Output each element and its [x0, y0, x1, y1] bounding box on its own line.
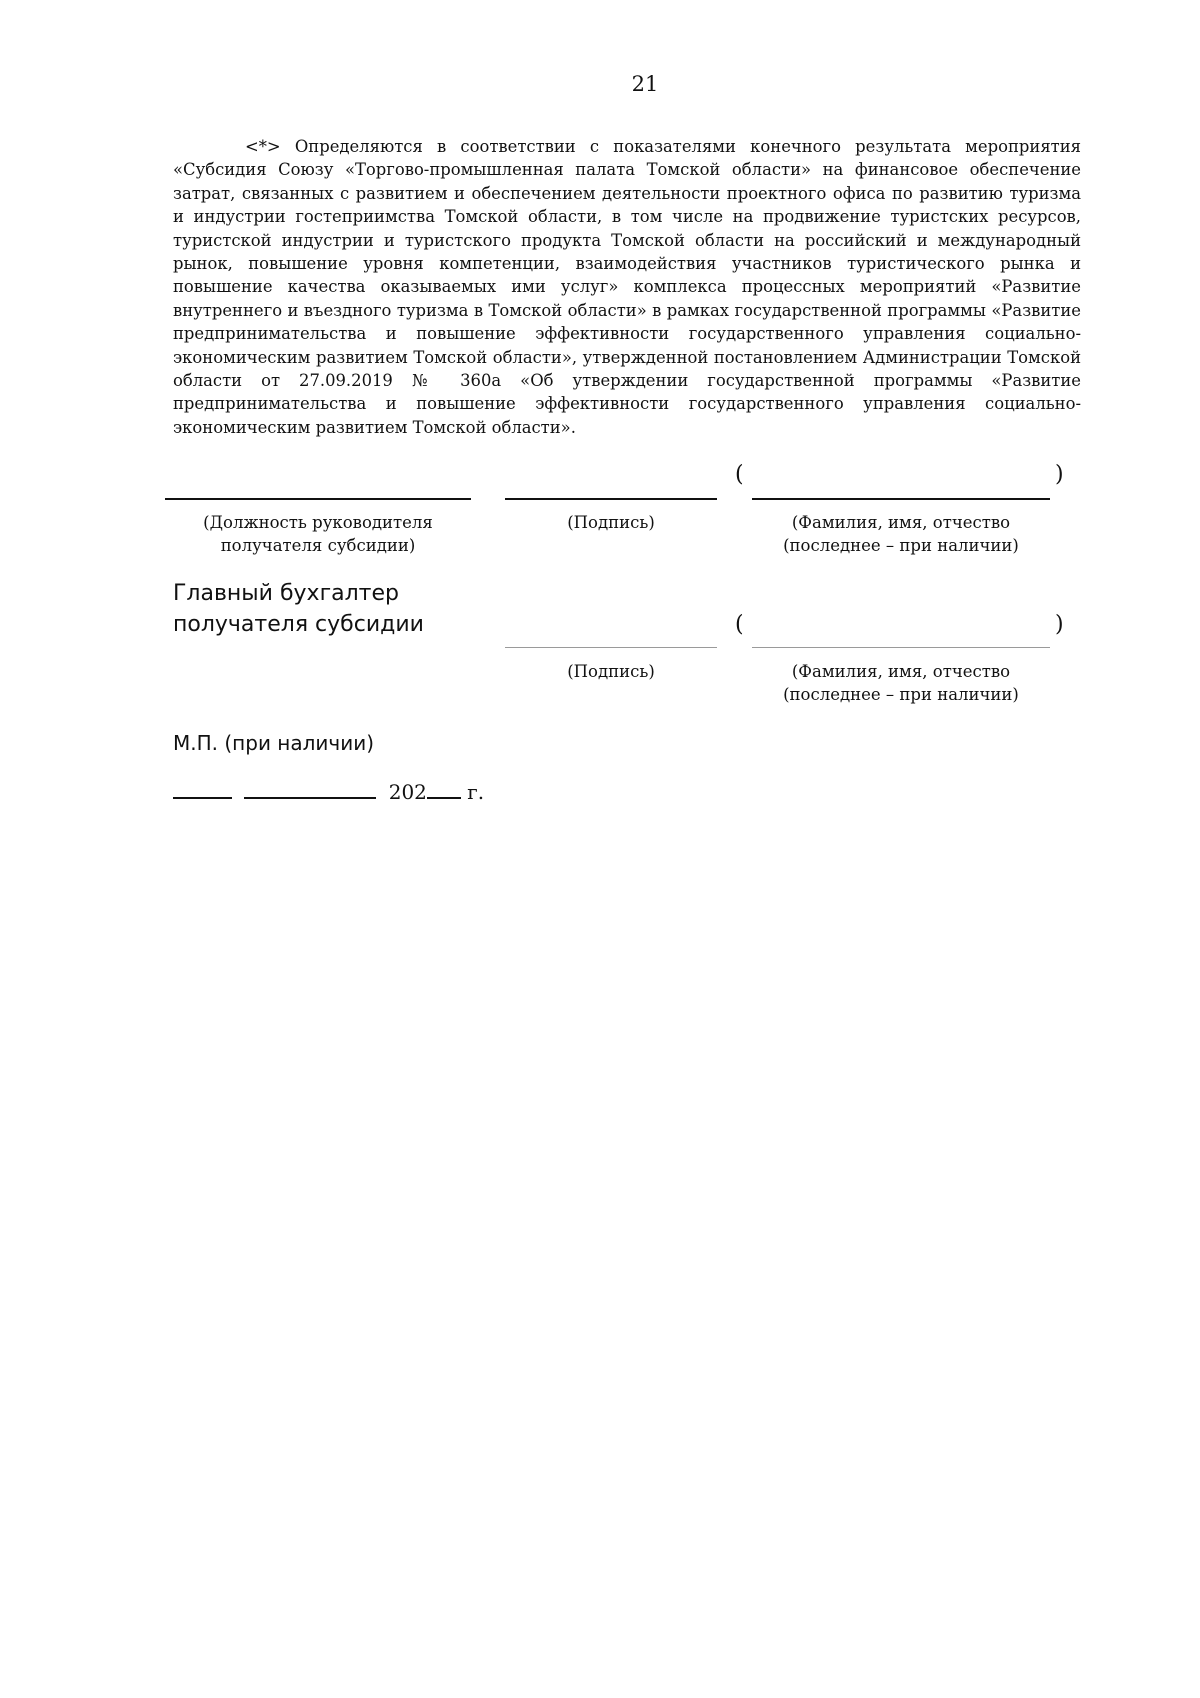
head-signature-caption: (Подпись) — [567, 513, 655, 532]
date-year-field[interactable] — [427, 777, 461, 799]
stamp-label: М.П. (при наличии) — [173, 731, 375, 755]
accountant-signature-caption: (Подпись) — [567, 662, 655, 681]
head-name-line[interactable] — [752, 498, 1050, 500]
accountant-name-caption-line-2: (последнее – при наличии) — [783, 685, 1019, 704]
position-caption-line-1: (Должность руководителя — [203, 513, 433, 532]
position-caption — [165, 511, 471, 557]
accountant-name-caption-line-1: (Фамилия, имя, отчество — [791, 662, 1011, 681]
head-name-caption-line-1: (Фамилия, имя, отчество — [791, 513, 1011, 532]
accountant-name-paren-open: ( — [735, 612, 744, 637]
footnote-paragraph: <*> Определяются в соответствии с показателями конечного результата мероприятия «Субсидия Союзу «Торгово-промышленная палата Томской области» на финансовое обеспечение затрат, связанных с развитием и обеспечением деятельности проектного офиса по развитию туризма и индустрии гостеприимства Томской области, в том числе на продвижение туристских ресурсов, туристской индустрии и туристского продукта Томской области на российский и международный рынок, повышение уровня компетенции, взаимодействия участников туристического рынка и повышение качества оказываемых ими услуг» комплекса процессных мероприятий «Развитие внутреннего и въездного туризма в Томской области» в рамках государственной программы «Развитие предпринимательства и повышение эффективности государственного управления социально-экономическим развитием Томской области», утвержденной постановлением Администрации Томской области от 27.09.2019 № 360а «Об утверждении государственной программы «Развитие предпринимательства и повышение эффективности государственного управления социально-экономическим развитием Томской области». — [173, 137, 1081, 437]
head-name-paren-close: ) — [1055, 462, 1064, 487]
head-name-paren-open: ( — [735, 462, 744, 487]
head-name-caption-line-2: (последнее – при наличии) — [783, 536, 1019, 555]
accountant-label — [173, 578, 424, 640]
head-signature-line[interactable] — [505, 498, 717, 500]
accountant-name-line[interactable] — [752, 647, 1050, 648]
accountant-name-paren-close: ) — [1055, 612, 1064, 637]
date-year-suffix: г. — [460, 780, 485, 804]
accountant-signature-line[interactable] — [505, 647, 717, 648]
accountant-label-line-1: Главный бухгалтер — [173, 581, 399, 606]
accountant-label-line-2: получателя субсидии — [173, 612, 424, 637]
date-row — [173, 777, 484, 804]
position-caption-line-2: получателя субсидии) — [220, 536, 416, 555]
date-year-prefix: 202 — [388, 780, 427, 804]
date-day-field[interactable] — [173, 777, 232, 799]
accountant-name-caption — [752, 660, 1050, 706]
position-line[interactable] — [165, 498, 471, 500]
date-month-field[interactable] — [244, 777, 376, 799]
head-name-caption — [752, 511, 1050, 557]
page-number: 21 — [631, 72, 659, 96]
